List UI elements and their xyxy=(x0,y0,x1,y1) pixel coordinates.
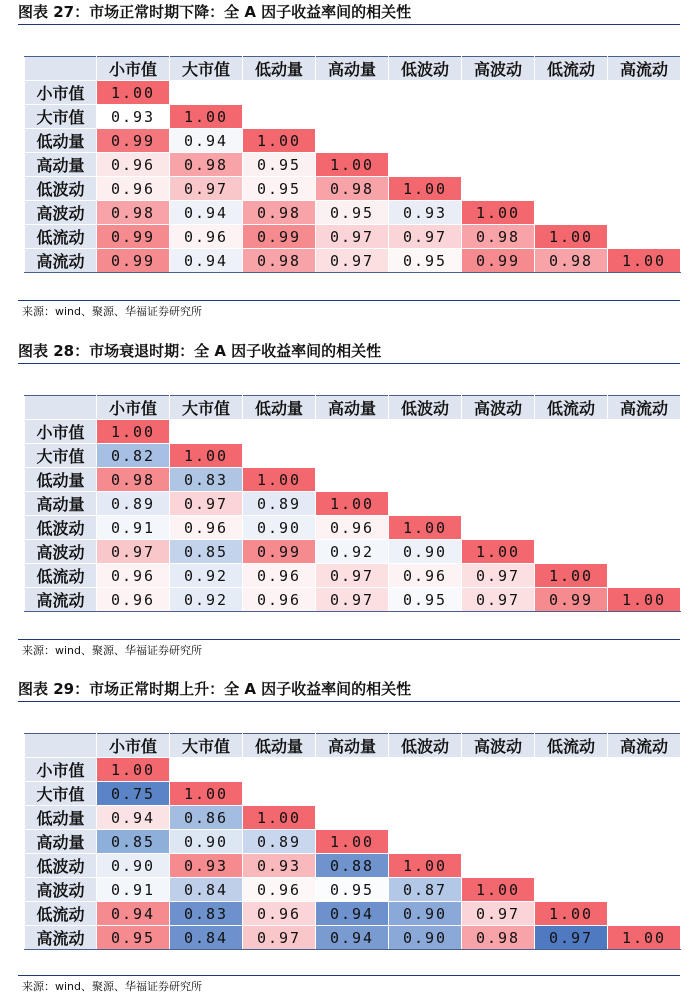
correlation-cell: 0.95 xyxy=(316,201,389,225)
correlation-cell: 0.82 xyxy=(97,444,170,468)
row-header: 高动量 xyxy=(25,830,97,854)
correlation-cell: 0.75 xyxy=(97,782,170,806)
empty-cell xyxy=(535,129,608,153)
column-header: 低动量 xyxy=(243,734,316,758)
column-header: 高动量 xyxy=(316,57,389,81)
correlation-table xyxy=(24,733,681,950)
empty-cell xyxy=(535,854,608,878)
empty-cell xyxy=(535,468,608,492)
empty-cell xyxy=(389,830,462,854)
title-rule xyxy=(18,701,680,702)
empty-cell xyxy=(608,468,681,492)
table-row xyxy=(25,81,681,105)
row-header: 低波动 xyxy=(25,854,97,878)
empty-cell xyxy=(608,420,681,444)
correlation-cell: 0.94 xyxy=(170,201,243,225)
empty-cell xyxy=(462,105,535,129)
empty-cell xyxy=(535,444,608,468)
empty-cell xyxy=(389,782,462,806)
correlation-cell: 1.00 xyxy=(97,81,170,105)
correlation-cell: 0.98 xyxy=(316,177,389,201)
correlation-cell: 0.96 xyxy=(170,516,243,540)
empty-cell xyxy=(462,492,535,516)
correlation-cell: 0.99 xyxy=(97,129,170,153)
column-header: 低波动 xyxy=(389,396,462,420)
correlation-cell: 0.95 xyxy=(243,153,316,177)
empty-cell xyxy=(462,830,535,854)
empty-cell xyxy=(316,420,389,444)
correlation-cell: 0.92 xyxy=(170,564,243,588)
correlation-cell: 1.00 xyxy=(97,758,170,782)
correlation-cell: 0.98 xyxy=(170,153,243,177)
empty-cell xyxy=(608,564,681,588)
correlation-cell: 1.00 xyxy=(170,105,243,129)
correlation-cell: 0.96 xyxy=(243,564,316,588)
correlation-cell: 1.00 xyxy=(316,830,389,854)
table-row xyxy=(25,806,681,830)
table-row xyxy=(25,420,681,444)
correlation-cell: 1.00 xyxy=(243,129,316,153)
corner-cell xyxy=(25,396,97,420)
correlation-cell: 1.00 xyxy=(535,225,608,249)
table-row xyxy=(25,926,681,950)
table-row xyxy=(25,588,681,612)
correlation-cell: 1.00 xyxy=(97,420,170,444)
source-note: 来源：wind、聚源、华福证券研究所 xyxy=(22,644,203,657)
row-header: 低流动 xyxy=(25,902,97,926)
title-rule xyxy=(18,24,680,25)
table-row xyxy=(25,249,681,273)
empty-cell xyxy=(389,420,462,444)
correlation-cell: 0.95 xyxy=(316,878,389,902)
empty-cell xyxy=(608,153,681,177)
correlation-cell: 0.92 xyxy=(170,588,243,612)
correlation-cell: 1.00 xyxy=(608,249,681,273)
column-header: 高流动 xyxy=(608,396,681,420)
figure-title: 图表 28：市场衰退时期：全 A 因子收益率间的相关性 xyxy=(18,342,382,360)
empty-cell xyxy=(389,105,462,129)
correlation-cell: 0.98 xyxy=(97,468,170,492)
table-row xyxy=(25,129,681,153)
correlation-cell: 0.96 xyxy=(170,225,243,249)
column-header: 大市值 xyxy=(170,396,243,420)
correlation-cell: 0.96 xyxy=(97,153,170,177)
empty-cell xyxy=(316,758,389,782)
correlation-cell: 0.99 xyxy=(462,249,535,273)
empty-cell xyxy=(170,81,243,105)
correlation-cell: 1.00 xyxy=(608,588,681,612)
correlation-cell: 0.94 xyxy=(316,926,389,950)
correlation-cell: 0.86 xyxy=(170,806,243,830)
corner-cell xyxy=(25,57,97,81)
source-rule xyxy=(18,300,680,301)
correlation-cell: 0.88 xyxy=(316,854,389,878)
figure-29 xyxy=(0,677,694,1000)
correlation-cell: 0.90 xyxy=(389,540,462,564)
header-row xyxy=(25,57,681,81)
column-header: 小市值 xyxy=(97,734,170,758)
correlation-cell: 1.00 xyxy=(170,782,243,806)
empty-cell xyxy=(608,492,681,516)
correlation-cell: 1.00 xyxy=(389,177,462,201)
empty-cell xyxy=(535,153,608,177)
row-header: 小市值 xyxy=(25,81,97,105)
source-rule xyxy=(18,639,680,640)
header-row xyxy=(25,734,681,758)
correlation-cell: 1.00 xyxy=(535,564,608,588)
empty-cell xyxy=(316,444,389,468)
correlation-cell: 1.00 xyxy=(389,854,462,878)
empty-cell xyxy=(608,81,681,105)
empty-cell xyxy=(608,830,681,854)
row-header: 小市值 xyxy=(25,758,97,782)
correlation-cell: 0.84 xyxy=(170,926,243,950)
title-rule xyxy=(18,363,680,364)
correlation-cell: 0.93 xyxy=(97,105,170,129)
column-header: 低流动 xyxy=(535,396,608,420)
column-header: 低流动 xyxy=(535,734,608,758)
table-row xyxy=(25,782,681,806)
correlation-cell: 0.95 xyxy=(389,249,462,273)
row-header: 高动量 xyxy=(25,492,97,516)
correlation-cell: 0.89 xyxy=(97,492,170,516)
row-header: 低动量 xyxy=(25,468,97,492)
empty-cell xyxy=(535,492,608,516)
empty-cell xyxy=(462,177,535,201)
row-header: 低流动 xyxy=(25,564,97,588)
header-row xyxy=(25,396,681,420)
column-header: 高流动 xyxy=(608,734,681,758)
correlation-cell: 0.97 xyxy=(243,926,316,950)
correlation-cell: 0.97 xyxy=(462,588,535,612)
correlation-cell: 0.98 xyxy=(243,249,316,273)
row-header: 低波动 xyxy=(25,516,97,540)
figure-title: 图表 29：市场正常时期上升：全 A 因子收益率间的相关性 xyxy=(18,680,412,698)
column-header: 低波动 xyxy=(389,57,462,81)
table-row xyxy=(25,492,681,516)
empty-cell xyxy=(389,492,462,516)
correlation-cell: 0.99 xyxy=(97,225,170,249)
table-row xyxy=(25,225,681,249)
correlation-cell: 0.92 xyxy=(316,540,389,564)
correlation-cell: 0.98 xyxy=(462,225,535,249)
row-header: 低动量 xyxy=(25,806,97,830)
correlation-cell: 0.93 xyxy=(170,854,243,878)
correlation-cell: 0.96 xyxy=(97,588,170,612)
correlation-cell: 0.94 xyxy=(170,129,243,153)
empty-cell xyxy=(243,444,316,468)
column-header: 低动量 xyxy=(243,57,316,81)
row-header: 低流动 xyxy=(25,225,97,249)
correlation-cell: 0.97 xyxy=(316,249,389,273)
row-header: 小市值 xyxy=(25,420,97,444)
table-row xyxy=(25,878,681,902)
empty-cell xyxy=(389,129,462,153)
correlation-cell: 1.00 xyxy=(389,516,462,540)
correlation-cell: 0.90 xyxy=(389,926,462,950)
correlation-cell: 0.84 xyxy=(170,878,243,902)
empty-cell xyxy=(170,758,243,782)
table-row xyxy=(25,758,681,782)
row-header: 高动量 xyxy=(25,153,97,177)
row-header: 高流动 xyxy=(25,926,97,950)
column-header: 大市值 xyxy=(170,57,243,81)
table-row xyxy=(25,830,681,854)
correlation-cell: 0.99 xyxy=(243,225,316,249)
correlation-cell: 0.98 xyxy=(535,249,608,273)
empty-cell xyxy=(535,420,608,444)
correlation-cell: 0.90 xyxy=(97,854,170,878)
empty-cell xyxy=(608,806,681,830)
column-header: 低动量 xyxy=(243,396,316,420)
empty-cell xyxy=(535,782,608,806)
correlation-cell: 0.90 xyxy=(170,830,243,854)
empty-cell xyxy=(462,420,535,444)
figure-28 xyxy=(0,339,694,664)
empty-cell xyxy=(608,225,681,249)
correlation-cell: 0.96 xyxy=(97,564,170,588)
correlation-cell: 0.91 xyxy=(97,516,170,540)
empty-cell xyxy=(608,105,681,129)
empty-cell xyxy=(608,902,681,926)
row-header: 高波动 xyxy=(25,540,97,564)
empty-cell xyxy=(608,782,681,806)
empty-cell xyxy=(243,105,316,129)
empty-cell xyxy=(316,468,389,492)
empty-cell xyxy=(462,81,535,105)
correlation-table xyxy=(24,395,681,612)
empty-cell xyxy=(316,129,389,153)
row-header: 高波动 xyxy=(25,878,97,902)
correlation-cell: 0.95 xyxy=(97,926,170,950)
table-row xyxy=(25,540,681,564)
correlation-cell: 0.96 xyxy=(243,588,316,612)
empty-cell xyxy=(462,444,535,468)
correlation-table xyxy=(24,56,681,273)
correlation-cell: 0.90 xyxy=(389,902,462,926)
empty-cell xyxy=(462,758,535,782)
correlation-cell: 0.94 xyxy=(170,249,243,273)
source-note: 来源：wind、聚源、华福证券研究所 xyxy=(22,980,203,993)
empty-cell xyxy=(243,758,316,782)
empty-cell xyxy=(462,782,535,806)
correlation-cell: 1.00 xyxy=(316,492,389,516)
correlation-cell: 0.97 xyxy=(316,564,389,588)
table-row xyxy=(25,105,681,129)
empty-cell xyxy=(535,177,608,201)
correlation-cell: 0.97 xyxy=(97,540,170,564)
correlation-cell: 0.83 xyxy=(170,468,243,492)
empty-cell xyxy=(316,81,389,105)
empty-cell xyxy=(535,806,608,830)
empty-cell xyxy=(389,153,462,177)
correlation-cell: 0.97 xyxy=(316,225,389,249)
correlation-cell: 1.00 xyxy=(170,444,243,468)
empty-cell xyxy=(535,81,608,105)
table-row xyxy=(25,444,681,468)
table-row xyxy=(25,468,681,492)
empty-cell xyxy=(608,516,681,540)
column-header: 高波动 xyxy=(462,734,535,758)
empty-cell xyxy=(462,468,535,492)
correlation-cell: 0.98 xyxy=(97,201,170,225)
correlation-cell: 0.94 xyxy=(97,902,170,926)
empty-cell xyxy=(389,806,462,830)
correlation-cell: 0.90 xyxy=(243,516,316,540)
empty-cell xyxy=(535,201,608,225)
empty-cell xyxy=(389,468,462,492)
empty-cell xyxy=(535,540,608,564)
row-header: 高波动 xyxy=(25,201,97,225)
empty-cell xyxy=(608,129,681,153)
column-header: 高波动 xyxy=(462,396,535,420)
row-header: 低动量 xyxy=(25,129,97,153)
column-header: 小市值 xyxy=(97,396,170,420)
table-row xyxy=(25,516,681,540)
source-note: 来源：wind、聚源、华福证券研究所 xyxy=(22,305,203,318)
correlation-cell: 0.85 xyxy=(170,540,243,564)
column-header: 高动量 xyxy=(316,734,389,758)
correlation-cell: 1.00 xyxy=(462,540,535,564)
correlation-cell: 1.00 xyxy=(243,806,316,830)
correlation-cell: 1.00 xyxy=(535,902,608,926)
column-header: 小市值 xyxy=(97,57,170,81)
correlation-cell: 0.93 xyxy=(389,201,462,225)
empty-cell xyxy=(462,153,535,177)
empty-cell xyxy=(535,105,608,129)
correlation-cell: 0.95 xyxy=(389,588,462,612)
empty-cell xyxy=(608,201,681,225)
column-header: 大市值 xyxy=(170,734,243,758)
correlation-cell: 1.00 xyxy=(316,153,389,177)
empty-cell xyxy=(462,516,535,540)
correlation-cell: 0.97 xyxy=(316,588,389,612)
figure-27 xyxy=(0,0,694,325)
empty-cell xyxy=(608,444,681,468)
correlation-cell: 0.96 xyxy=(243,902,316,926)
correlation-cell: 0.97 xyxy=(462,902,535,926)
empty-cell xyxy=(316,105,389,129)
correlation-cell: 0.98 xyxy=(243,201,316,225)
empty-cell xyxy=(389,758,462,782)
correlation-cell: 0.91 xyxy=(97,878,170,902)
empty-cell xyxy=(608,758,681,782)
row-header: 大市值 xyxy=(25,444,97,468)
empty-cell xyxy=(462,129,535,153)
correlation-cell: 0.89 xyxy=(243,492,316,516)
empty-cell xyxy=(243,782,316,806)
correlation-cell: 0.94 xyxy=(97,806,170,830)
figure-title: 图表 27：市场正常时期下降：全 A 因子收益率间的相关性 xyxy=(18,3,412,21)
correlation-cell: 0.83 xyxy=(170,902,243,926)
correlation-cell: 0.97 xyxy=(389,225,462,249)
source-rule xyxy=(18,975,680,976)
row-header: 高流动 xyxy=(25,588,97,612)
correlation-cell: 0.96 xyxy=(389,564,462,588)
correlation-cell: 0.87 xyxy=(389,878,462,902)
empty-cell xyxy=(608,878,681,902)
correlation-cell: 1.00 xyxy=(462,201,535,225)
table-row xyxy=(25,201,681,225)
correlation-cell: 0.99 xyxy=(97,249,170,273)
table-row xyxy=(25,902,681,926)
empty-cell xyxy=(243,420,316,444)
table-row xyxy=(25,153,681,177)
empty-cell xyxy=(243,81,316,105)
column-header: 低波动 xyxy=(389,734,462,758)
empty-cell xyxy=(316,806,389,830)
row-header: 大市值 xyxy=(25,105,97,129)
correlation-cell: 0.97 xyxy=(170,492,243,516)
empty-cell xyxy=(316,782,389,806)
correlation-cell: 0.96 xyxy=(97,177,170,201)
correlation-cell: 0.96 xyxy=(316,516,389,540)
correlation-cell: 1.00 xyxy=(243,468,316,492)
corner-cell xyxy=(25,734,97,758)
correlation-cell: 0.96 xyxy=(243,878,316,902)
correlation-cell: 0.95 xyxy=(243,177,316,201)
correlation-cell: 0.89 xyxy=(243,830,316,854)
correlation-cell: 1.00 xyxy=(462,878,535,902)
empty-cell xyxy=(535,830,608,854)
correlation-cell: 0.85 xyxy=(97,830,170,854)
empty-cell xyxy=(462,854,535,878)
correlation-cell: 1.00 xyxy=(608,926,681,950)
column-header: 高动量 xyxy=(316,396,389,420)
correlation-cell: 0.97 xyxy=(462,564,535,588)
empty-cell xyxy=(170,420,243,444)
correlation-cell: 0.94 xyxy=(316,902,389,926)
row-header: 大市值 xyxy=(25,782,97,806)
empty-cell xyxy=(462,806,535,830)
table-row xyxy=(25,854,681,878)
table-row xyxy=(25,564,681,588)
correlation-cell: 0.99 xyxy=(243,540,316,564)
empty-cell xyxy=(389,81,462,105)
correlation-cell: 0.97 xyxy=(170,177,243,201)
empty-cell xyxy=(389,444,462,468)
correlation-cell: 0.93 xyxy=(243,854,316,878)
empty-cell xyxy=(608,177,681,201)
correlation-cell: 0.99 xyxy=(535,588,608,612)
empty-cell xyxy=(535,758,608,782)
correlation-cell: 0.97 xyxy=(535,926,608,950)
row-header: 高流动 xyxy=(25,249,97,273)
empty-cell xyxy=(535,516,608,540)
column-header: 高波动 xyxy=(462,57,535,81)
row-header: 低波动 xyxy=(25,177,97,201)
correlation-cell: 0.98 xyxy=(462,926,535,950)
empty-cell xyxy=(535,878,608,902)
empty-cell xyxy=(608,854,681,878)
empty-cell xyxy=(608,540,681,564)
table-row xyxy=(25,177,681,201)
column-header: 高流动 xyxy=(608,57,681,81)
column-header: 低流动 xyxy=(535,57,608,81)
